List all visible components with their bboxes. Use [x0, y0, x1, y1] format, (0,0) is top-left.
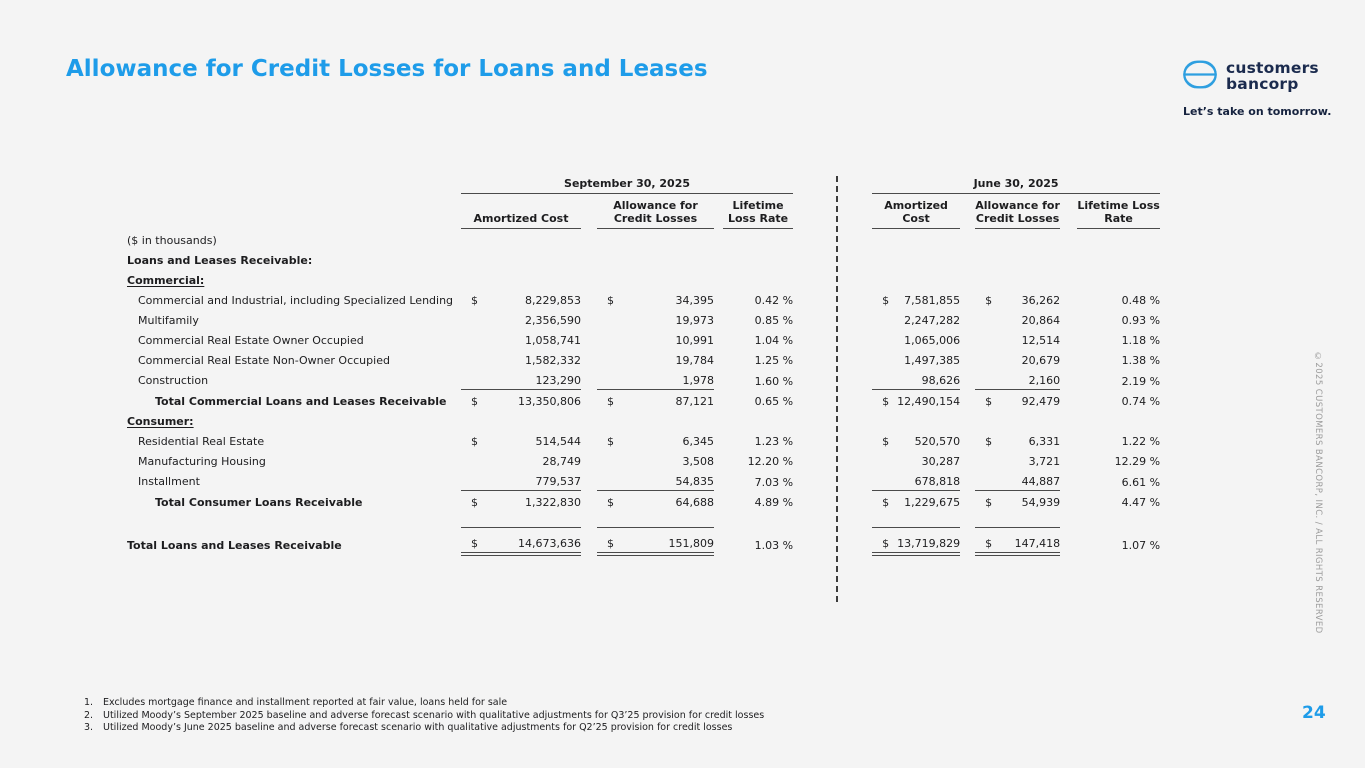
column-gap [714, 528, 723, 555]
cell-jun-1: 2,247,282 [904, 314, 961, 328]
cell-jun-1: 7,581,855 [904, 294, 961, 308]
cell-jun-3: 44,887 [995, 470, 1060, 491]
cell-jun-1: 13,719,829 [892, 528, 960, 555]
column-gap [581, 349, 597, 369]
cell-sep-2: $ [597, 491, 617, 512]
table-row-item [127, 309, 1160, 329]
cell-jun-4: 0.74 % [1121, 395, 1161, 409]
row-label: Loans and Leases Receivable: [127, 253, 313, 267]
cell-sep-1: 2,356,590 [525, 314, 581, 328]
row-label: Commercial Real Estate Non-Owner Occupied [138, 353, 390, 367]
column-gap [960, 349, 975, 369]
period-header-row [127, 172, 1160, 194]
copyright-vertical-text: ©2025 CUSTOMERS BANCORP, INC. / ALL RIGHTS RESERVED [1313, 352, 1323, 634]
cell-sep-3: 54,835 [617, 470, 714, 491]
empty-cells [461, 229, 1160, 250]
column-gap [960, 470, 975, 491]
cell-sep-4: 4.89 % [754, 496, 794, 510]
table-row-item-last [127, 369, 1160, 390]
column-gap [714, 470, 723, 491]
cell-jun-0: $ [882, 294, 890, 308]
col-header-sep-amortized-cost: Amortized Cost [461, 194, 581, 229]
column-header-row [127, 194, 1160, 229]
cell-sep-3: 19,973 [675, 314, 714, 328]
cell-sep-2: $ [607, 294, 614, 308]
cell-sep-2: $ [597, 528, 617, 555]
header-gap [793, 194, 872, 229]
row-label: Consumer: [127, 414, 194, 428]
cell-sep-0 [461, 369, 481, 390]
period-gap [793, 349, 872, 369]
footnote-number: 1. [84, 697, 94, 708]
cell-jun-3: 2,160 [995, 369, 1060, 390]
footnote-text: Utilized Moody’s June 2025 baseline and adverse forecast scenario with qualitative adjustments for Q2’25 provision for credit losses [103, 722, 733, 734]
col-header-jun-allowance: Allowance for Credit Losses [975, 194, 1060, 229]
cell-sep-4: 1.04 % [754, 334, 794, 348]
cell-jun-4: 0.93 % [1121, 314, 1161, 328]
cell-jun-2: $ [985, 435, 993, 449]
cell-jun-4: 6.61 % [1121, 475, 1161, 489]
cell-jun-2 [975, 309, 995, 329]
column-gap [714, 430, 723, 450]
cell-jun-3: 54,939 [995, 491, 1060, 512]
brand-block [1183, 60, 1319, 93]
cell-jun-1: 1,229,675 [892, 491, 960, 512]
column-gap [1060, 528, 1077, 555]
column-gap [1060, 390, 1077, 411]
cell-jun-0: $ [882, 435, 890, 449]
column-gap [1060, 450, 1077, 470]
column-gap [1060, 430, 1077, 450]
cell-sep-1: 13,350,806 [481, 390, 581, 411]
period-gap [793, 369, 872, 390]
period-gap [793, 289, 872, 309]
cell-sep-4: 7.03 % [754, 475, 794, 489]
cell-sep-3: 64,688 [617, 491, 714, 512]
column-gap [1060, 289, 1077, 309]
footnote-text: Excludes mortgage finance and installment reported at fair value, loans held for sale [103, 697, 508, 708]
cell-jun-3: 20,864 [1021, 314, 1061, 328]
empty-cells [461, 249, 1160, 269]
row-label: Installment [138, 475, 200, 489]
table-row-section [127, 410, 1160, 430]
header-gap [960, 194, 975, 229]
cell-sep-1: 123,290 [481, 369, 581, 390]
cell-jun-1: 12,490,154 [892, 390, 960, 411]
cell-sep-3: 34,395 [675, 294, 714, 308]
brand-wordmark [1226, 61, 1319, 91]
footnote-3 [84, 722, 764, 735]
cell-jun-1: 1,065,006 [904, 334, 961, 348]
row-label: Manufacturing Housing [138, 454, 266, 468]
cell-sep-0 [461, 329, 481, 349]
row-label: Commercial and Industrial, including Specialized Lending [138, 293, 454, 307]
brand-tagline: Let’s take on tomorrow. [1183, 105, 1332, 118]
cell-sep-4: 1.60 % [754, 374, 794, 388]
col-header-jun-amortized-cost: Amortized Cost [872, 194, 960, 229]
cell-jun-0 [872, 450, 892, 470]
cell-sep-0 [461, 349, 481, 369]
cell-sep-1: 14,673,636 [481, 528, 581, 555]
period-gap [793, 528, 872, 555]
row-label: Total Loans and Leases Receivable [127, 538, 342, 552]
period-gap [793, 450, 872, 470]
cell-jun-4: 0.48 % [1121, 294, 1161, 308]
column-gap [960, 430, 975, 450]
table-row-item [127, 329, 1160, 349]
column-gap [581, 289, 597, 309]
cell-sep-2 [597, 369, 617, 390]
column-gap [960, 390, 975, 411]
cell-sep-3: 6,345 [682, 435, 714, 449]
brand-name-line1: customers [1226, 59, 1319, 78]
column-gap [714, 450, 723, 470]
cell-jun-0: $ [872, 528, 892, 555]
cell-sep-1: 28,749 [542, 455, 581, 469]
cell-jun-3: 3,721 [1028, 455, 1061, 469]
column-gap [960, 289, 975, 309]
cell-sep-1: 779,537 [481, 470, 581, 491]
header-gap [127, 194, 461, 229]
cell-sep-4: 0.42 % [754, 294, 794, 308]
cell-jun-2: $ [975, 528, 995, 555]
column-gap [581, 528, 597, 555]
header-gap [581, 194, 597, 229]
column-gap [1060, 369, 1077, 390]
row-label: Residential Real Estate [138, 434, 265, 448]
table-row-section [127, 269, 1160, 289]
table-row-total [127, 491, 1160, 512]
column-gap [714, 390, 723, 411]
spacer-row [127, 511, 1160, 528]
cell-jun-2 [975, 349, 995, 369]
table-row-item [127, 289, 1160, 309]
cell-jun-3: 20,679 [1021, 354, 1061, 368]
cell-sep-4: 1.03 % [754, 539, 794, 553]
row-label: Total Consumer Loans Receivable [155, 495, 363, 509]
column-gap [581, 491, 597, 512]
period-gap [793, 430, 872, 450]
footnote-2 [84, 710, 764, 723]
column-gap [960, 450, 975, 470]
col-header-sep-allowance: Allowance for Credit Losses [597, 194, 714, 229]
period-gap [793, 390, 872, 411]
column-gap [1060, 491, 1077, 512]
column-gap [581, 430, 597, 450]
credit-losses-table [127, 172, 1160, 556]
column-gap [714, 369, 723, 390]
empty-cells [461, 269, 1160, 289]
col-header-jun-loss-rate: Lifetime Loss Rate [1077, 194, 1160, 229]
cell-sep-1: 514,544 [535, 435, 581, 449]
table-row-total [127, 390, 1160, 411]
header-gap [1060, 194, 1077, 229]
footnotes [84, 697, 764, 735]
row-label: ($ in thousands) [127, 233, 217, 247]
cell-sep-0: $ [471, 435, 478, 449]
cell-sep-2 [597, 349, 617, 369]
header-gap [714, 194, 723, 229]
cell-sep-4: 1.25 % [754, 354, 794, 368]
cell-jun-4: 1.38 % [1121, 354, 1161, 368]
brand-name-line2: bancorp [1226, 74, 1299, 93]
column-gap [714, 491, 723, 512]
column-gap [581, 390, 597, 411]
cell-sep-2 [597, 309, 617, 329]
cell-jun-0: $ [872, 491, 892, 512]
customers-bancorp-logo-icon [1183, 60, 1217, 93]
column-gap [581, 450, 597, 470]
cell-jun-3: 147,418 [995, 528, 1060, 555]
cell-sep-1: 1,322,830 [481, 491, 581, 512]
col-header-sep-loss-rate: Lifetime Loss Rate [723, 194, 793, 229]
cell-sep-4: 0.85 % [754, 314, 794, 328]
footnote-1 [84, 697, 764, 710]
header-gap [793, 172, 872, 194]
column-gap [1060, 349, 1077, 369]
cell-sep-3: 19,784 [675, 354, 714, 368]
cell-jun-1: 1,497,385 [904, 354, 961, 368]
cell-sep-0: $ [461, 390, 481, 411]
cell-sep-4: 12.20 % [747, 455, 794, 469]
table-row-grandtotal [127, 528, 1160, 555]
column-gap [714, 309, 723, 329]
cell-sep-2: $ [607, 435, 614, 449]
period-gap [793, 329, 872, 349]
table-row-heading [127, 249, 1160, 269]
cell-jun-2: $ [985, 294, 993, 308]
table-row-spacer [127, 511, 1160, 528]
cell-sep-3: 151,809 [617, 528, 714, 555]
column-gap [714, 289, 723, 309]
cell-sep-4: 0.65 % [754, 395, 794, 409]
column-gap [960, 528, 975, 555]
cell-jun-4: 4.47 % [1121, 496, 1161, 510]
cell-jun-4: 12.29 % [1114, 455, 1161, 469]
cell-sep-0: $ [461, 528, 481, 555]
footnote-text: Utilized Moody’s September 2025 baseline and adverse forecast scenario with qualitative adjustments for Q3’25 provision for credit losses [103, 709, 765, 721]
cell-sep-3: 3,508 [682, 455, 714, 469]
cell-jun-4: 1.18 % [1121, 334, 1161, 348]
cell-sep-2 [597, 329, 617, 349]
column-gap [581, 329, 597, 349]
cell-sep-3: 87,121 [617, 390, 714, 411]
cell-jun-2: $ [975, 491, 995, 512]
column-gap [714, 349, 723, 369]
row-label: Commercial Real Estate Owner Occupied [138, 333, 364, 347]
period-divider-dashed-line [836, 176, 838, 602]
cell-jun-1: 520,570 [914, 435, 961, 449]
cell-sep-2 [597, 450, 617, 470]
cell-jun-2: $ [975, 390, 995, 411]
column-gap [1060, 309, 1077, 329]
row-label: Total Commercial Loans and Leases Receivable [155, 394, 447, 408]
column-gap [581, 470, 597, 491]
cell-jun-3: 12,514 [1021, 334, 1061, 348]
table-row-item [127, 349, 1160, 369]
page-number: 24 [1302, 703, 1326, 723]
header-gap [127, 172, 461, 194]
period-gap [793, 309, 872, 329]
cell-sep-0: $ [461, 491, 481, 512]
cell-jun-2 [975, 369, 995, 390]
column-gap [714, 329, 723, 349]
empty-cells [461, 410, 1160, 430]
period-gap [793, 470, 872, 491]
cell-jun-0 [872, 329, 892, 349]
cell-jun-0 [872, 349, 892, 369]
row-label: Commercial: [127, 273, 205, 287]
column-gap [581, 309, 597, 329]
cell-jun-3: 6,331 [1028, 435, 1061, 449]
cell-sep-0 [461, 309, 481, 329]
footnote-number: 3. [84, 722, 94, 734]
cell-jun-1: 98,626 [892, 369, 960, 390]
period-gap [793, 491, 872, 512]
cell-jun-1: 30,287 [921, 455, 961, 469]
cell-jun-1: 678,818 [892, 470, 960, 491]
cell-jun-2 [975, 470, 995, 491]
column-gap [1060, 329, 1077, 349]
cell-jun-0 [872, 369, 892, 390]
cell-jun-4: 1.07 % [1121, 539, 1161, 553]
row-label: Multifamily [138, 313, 199, 327]
cell-sep-3: 10,991 [675, 334, 714, 348]
cell-sep-1: 1,058,741 [525, 334, 581, 348]
cell-jun-4: 2.19 % [1121, 374, 1161, 388]
slide-title: Allowance for Credit Losses for Loans and Leases [66, 56, 708, 82]
cell-sep-4: 1.23 % [754, 435, 794, 449]
column-gap [960, 309, 975, 329]
cell-jun-3: 36,262 [1021, 294, 1061, 308]
cell-sep-0 [461, 470, 481, 491]
cell-sep-3: 1,978 [617, 369, 714, 390]
column-gap [581, 369, 597, 390]
column-gap [960, 369, 975, 390]
table-row-units [127, 229, 1160, 250]
cell-jun-0 [872, 309, 892, 329]
period-label-september: September 30, 2025 [461, 172, 793, 194]
cell-jun-3: 92,479 [995, 390, 1060, 411]
cell-sep-2 [597, 470, 617, 491]
column-gap [960, 491, 975, 512]
cell-jun-4: 1.22 % [1121, 435, 1161, 449]
cell-jun-2 [975, 450, 995, 470]
cell-sep-1: 1,582,332 [525, 354, 581, 368]
cell-sep-0: $ [471, 294, 478, 308]
row-label: Construction [138, 374, 209, 388]
cell-sep-1: 8,229,853 [525, 294, 581, 308]
period-label-june: June 30, 2025 [872, 172, 1160, 194]
table-row-item [127, 450, 1160, 470]
cell-jun-2 [975, 329, 995, 349]
cell-sep-0 [461, 450, 481, 470]
cell-jun-0 [872, 470, 892, 491]
table-row-item-last [127, 470, 1160, 491]
table-row-item [127, 430, 1160, 450]
cell-jun-0: $ [872, 390, 892, 411]
column-gap [960, 329, 975, 349]
footnote-number: 2. [84, 709, 94, 721]
column-gap [1060, 470, 1077, 491]
cell-sep-2: $ [597, 390, 617, 411]
